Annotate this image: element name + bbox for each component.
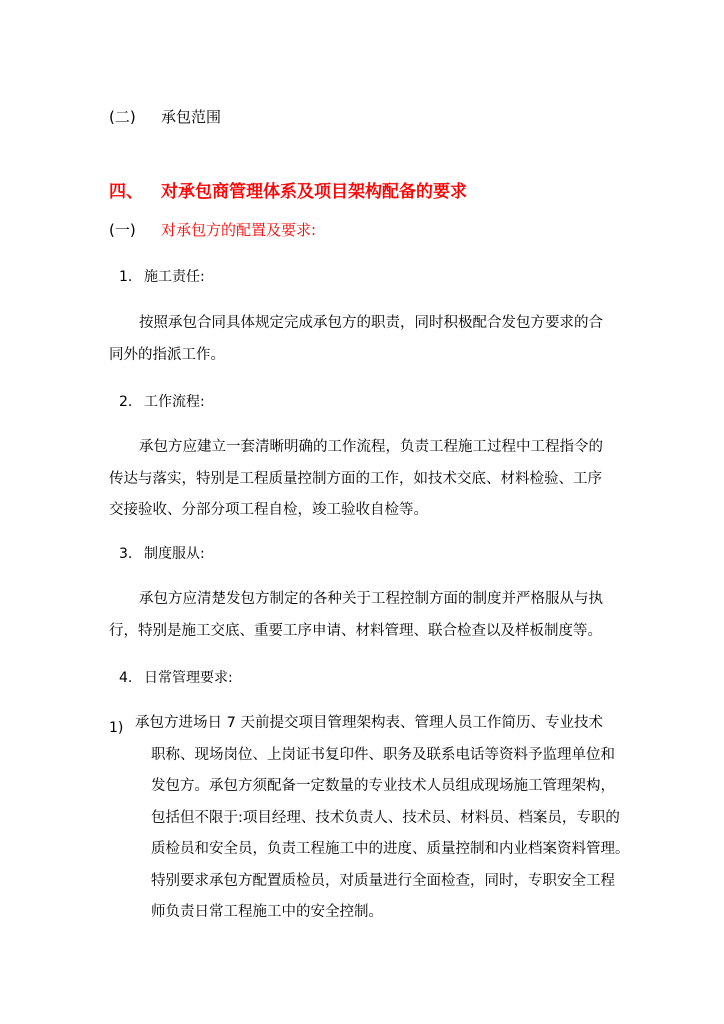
paragraph-line: 传达与落实，特别是工程质量控制方面的工作，如技术交底、材料检验、工序 (109, 470, 602, 487)
paragraph-line: 特别要求承包方配置质检员，对质量进行全面检查，同时，专职安全工程 (151, 872, 615, 889)
paragraph-line: 同外的指派工作。 (109, 346, 225, 363)
item-paragraph (109, 432, 603, 527)
paragraph-line: 发包方。承包方须配备一定数量的专业技术人员组成现场施工管理架构， (151, 778, 615, 794)
paragraph-line: 按照承包合同具体规定完成承包方的职责，同时积极配合发包方要求的合 (139, 315, 603, 331)
chapter-title: 对承包商管理体系及项目架构配备的要求 (161, 182, 467, 202)
item-label: 制度服从: (144, 546, 205, 562)
item-label: 施工责任: (144, 269, 205, 285)
item-paragraph (109, 584, 603, 647)
chapter-number: 四、 (109, 182, 143, 202)
paragraph-line: 包括但不限于:项目经理、技术负责人、技术员、材料员、档案员，专职的 (151, 809, 620, 826)
paragraph-line: 承包方应建立一套清晰明确的工作流程，负责工程施工过程中工程指令的 (139, 439, 603, 455)
item-paragraph (109, 308, 603, 371)
paragraph-line: 行，特别是施工交底、重要工序申请、材料管理、联合检查以及样板制度等。 (109, 622, 602, 639)
subsection-number: (一) (109, 221, 136, 239)
paragraph-line: 职称、现场岗位、上岗证书复印件、职务及联系电话等资料予监理单位和 (151, 746, 615, 763)
item-label: 工作流程: (144, 394, 205, 410)
paragraph-line: 质检员和安全员，负责工程施工中的进度、质量控制和内业档案资料管理。 (151, 841, 630, 857)
subsection-title: 对承包方的配置及要求: (161, 221, 317, 239)
paragraph-line: 承包方进场日 7 天前提交项目管理架构表、管理人员工作简历、专业技术 (135, 715, 603, 731)
section-title: 承包范围 (161, 108, 222, 126)
paragraph-line: 交接验收、分部分项工程自检，竣工验收自检等。 (109, 502, 428, 518)
requirement-paragraph (135, 708, 630, 929)
item-number: 2. (119, 394, 133, 410)
item-number: 4. (119, 670, 133, 686)
item-number: 3. (119, 546, 133, 562)
item-label: 日常管理要求: (144, 670, 233, 686)
paragraph-line: 师负责日常工程施工中的安全控制。 (151, 904, 383, 920)
paragraph-line: 承包方应清楚发包方制定的各种关于工程控制方面的制度并严格服从与执 (139, 591, 603, 607)
list-marker: 1) (109, 720, 124, 736)
item-number: 1. (119, 269, 133, 285)
section-number: (二) (109, 108, 136, 126)
